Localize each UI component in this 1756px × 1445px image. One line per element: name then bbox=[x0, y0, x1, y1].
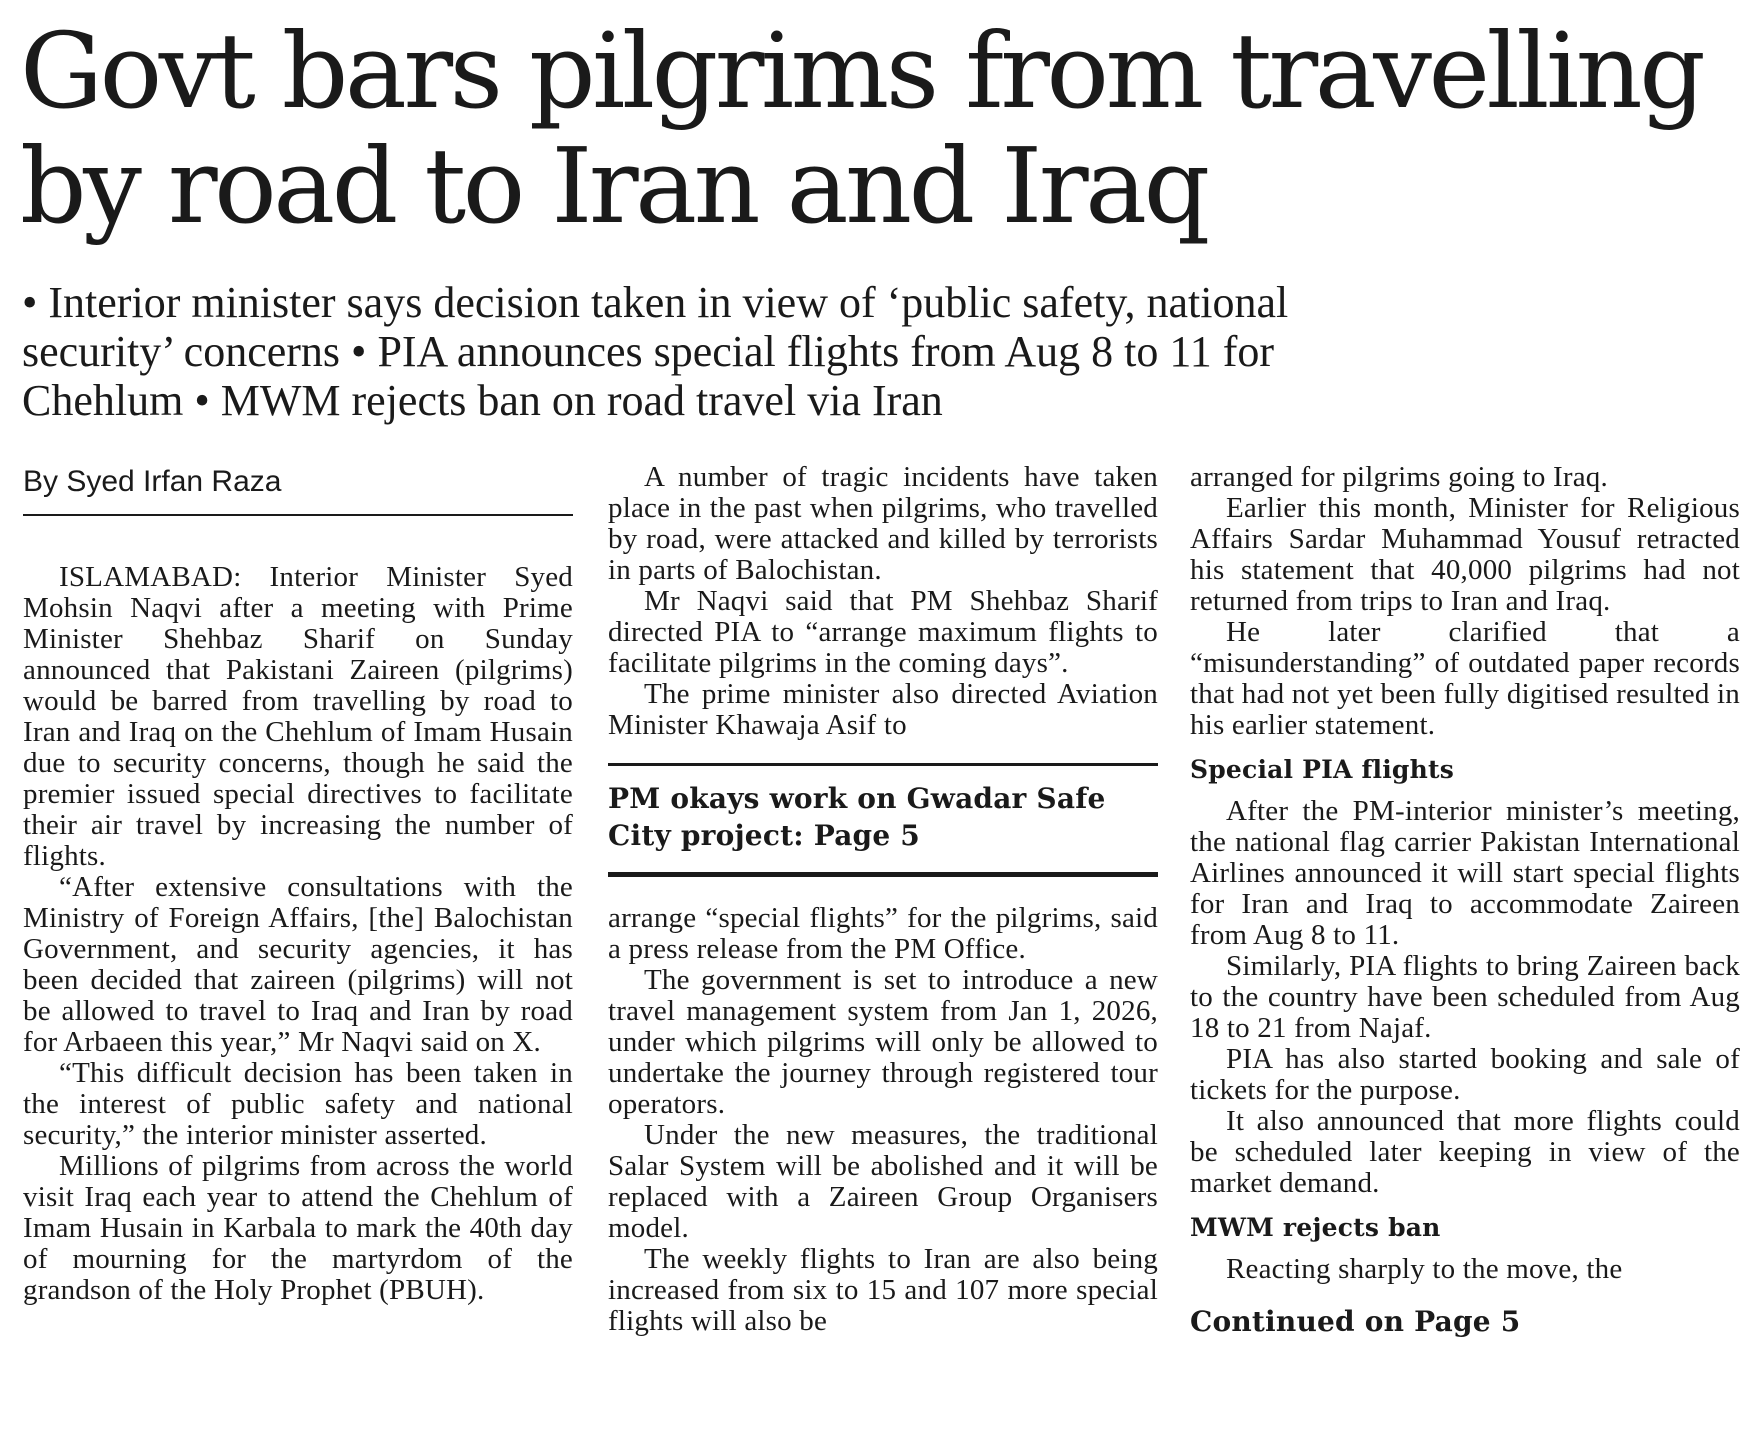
paragraph: arranged for pilgrims going to Iraq. bbox=[1190, 461, 1608, 493]
byline: By Syed Irfan Raza bbox=[23, 462, 573, 516]
deck-summary bbox=[22, 278, 1722, 425]
paragraph: Earlier this month, Minister for Religious Affairs Sardar Muhammad Yousuf retracted his statement that 40,000 pilgrims had not returned from trips to Iran and Iraq. bbox=[1190, 492, 1740, 617]
paragraph: “This difficult decision has been taken in the interest of public safety and national security,” the interior minister asserted. bbox=[23, 1057, 573, 1151]
article-column-3 bbox=[1190, 462, 1740, 1339]
paragraph: Reacting sharply to the move, the bbox=[1226, 1253, 1623, 1285]
paragraph: “After extensive consultations with the Ministry of Foreign Affairs, [the] Balochistan Government, and security agencies, it has been decided that zaireen (pilgrims) will not be allowed to travel to Iraq and Iran by road for Arbaeen this year,” Mr Naqvi said on X. bbox=[23, 871, 573, 1058]
paragraph: Under the new measures, the traditional Salar System will be abolished and it will be replaced with a Zaireen Group Organisers model. bbox=[608, 1119, 1158, 1244]
deck-line-3: Chehlum • MWM rejects ban on road travel via Iran bbox=[22, 376, 943, 425]
paragraph: ISLAMABAD: Interior Minister Syed Mohsin Naqvi after a meeting with Prime Minister Shehbaz Sharif on Sunday announced that Pakistani Zaireen (pilgrims) would be barred from travelling by road to Iran and Iraq on the Chehlum of Imam Husain due to security concerns, though he said the premier issued special directives to facilitate their air travel by increasing the number of flights. bbox=[23, 561, 573, 872]
column-1-body bbox=[23, 562, 573, 1306]
promo-box bbox=[608, 763, 1158, 877]
deck-line-1: • Interior minister says decision taken in view of ‘public safety, national bbox=[22, 278, 1289, 327]
article-column-2 bbox=[608, 462, 1158, 1337]
paragraph: The weekly flights to Iran are also being increased from six to 15 and 107 more special flights will also be bbox=[608, 1243, 1158, 1337]
subhead-special-pia-flights: Special PIA flights bbox=[1190, 755, 1454, 784]
paragraph: He later clarified that a “misunderstanding” of outdated paper records that had not yet been fully digitised resulted in his earlier statement. bbox=[1190, 616, 1740, 741]
deck-line-2: security’ concerns • PIA announces special flights from Aug 8 to 11 for bbox=[22, 327, 1275, 376]
paragraph: Mr Naqvi said that PM Shehbaz Sharif directed PIA to “arrange maximum flights to facilitate pilgrims in the coming days”. bbox=[608, 585, 1158, 679]
paragraph: The government is set to introduce a new travel management system from Jan 1, 2026, under which pilgrims will only be allowed to undertake the journey through registered tour operators. bbox=[608, 964, 1158, 1120]
subhead-mwm-rejects-ban: MWM rejects ban bbox=[1190, 1213, 1441, 1242]
paragraph: The prime minister also directed Aviation Minister Khawaja Asif to bbox=[608, 678, 1158, 741]
paragraph: It also announced that more flights could be scheduled later keeping in view of the market demand. bbox=[1190, 1105, 1740, 1199]
promo-line-2: City project: Page 5 bbox=[608, 819, 920, 852]
paragraph: After the PM-interior minister’s meeting, the national flag carrier Pakistan International Airlines announced it will start special flights for Iran and Iraq to accommodate Zaireen from Aug 8 to 11. bbox=[1190, 795, 1740, 951]
headline-line-2: by road to Iran and Iraq bbox=[20, 125, 1207, 247]
continued-link[interactable]: Continued on Page 5 bbox=[1190, 1305, 1521, 1338]
paragraph: PIA has also started booking and sale of tickets for the purpose. bbox=[1190, 1043, 1740, 1106]
paragraph: A number of tragic incidents have taken place in the past when pilgrims, who travelled by road, were attacked and killed by terrorists in parts of Balochistan. bbox=[608, 461, 1158, 586]
paragraph: Similarly, PIA flights to bring Zaireen back to the country have been scheduled from Aug 18 to 21 from Najaf. bbox=[1190, 950, 1740, 1044]
promo-line-1: PM okays work on Gwadar Safe bbox=[608, 782, 1106, 815]
headline-line-1: Govt bars pilgrims from travelling bbox=[20, 10, 1703, 132]
paragraph: arrange “special flights” for the pilgrims, said a press release from the PM Office. bbox=[608, 902, 1158, 965]
paragraph: Millions of pilgrims from across the world visit Iraq each year to attend the Chehlum of Imam Husain in Karbala to mark the 40th day of mourning for the martyrdom of the grandson of the Holy Prophet (PBUH). bbox=[23, 1150, 573, 1306]
headline bbox=[20, 10, 1740, 247]
